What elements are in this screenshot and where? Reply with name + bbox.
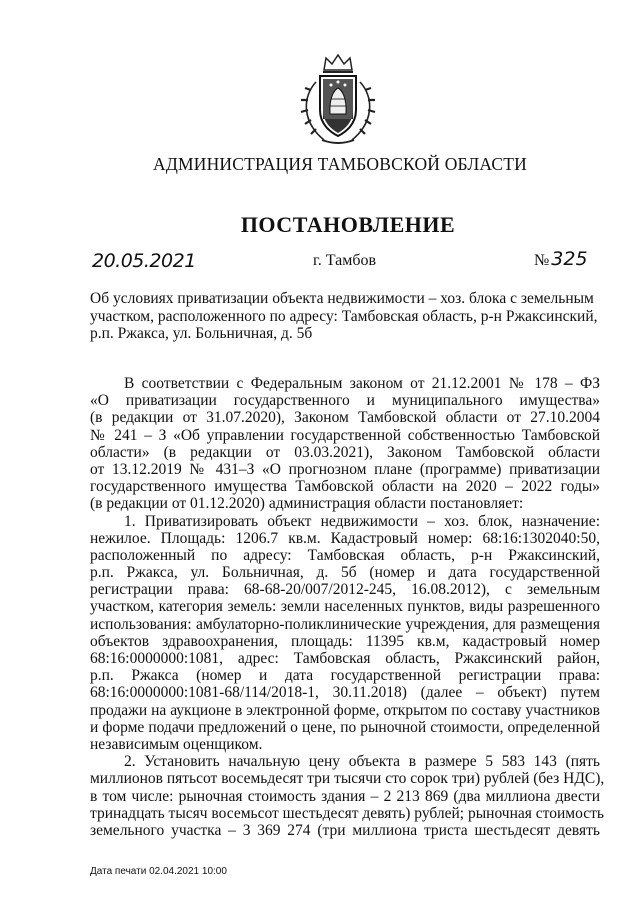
body-line: расположенный по адресу: Тамбовская область, р-н Ржаксинский, bbox=[90, 546, 600, 564]
document-city: г. Тамбов bbox=[313, 252, 377, 269]
document-body bbox=[90, 375, 605, 839]
body-line: и форме подачи предложений о цене, по рыночной стоимости, определенной bbox=[90, 718, 600, 736]
number-label: № bbox=[534, 252, 550, 269]
body-line: (в редакции от 31.07.2020), Законом Тамбовской области от 27.10.2004 bbox=[90, 409, 600, 427]
body-line: тринадцать тысяч восемьсот шестьдесят девять) рублей; рыночная стоимость bbox=[90, 804, 604, 822]
body-line: 2. Установить начальную цену объекта в размере 5 583 143 (пять bbox=[124, 753, 600, 771]
document-number bbox=[534, 248, 588, 270]
body-line: использования: амбулаторно-поликлинические учреждения, для размещения bbox=[90, 615, 600, 633]
body-line: объектов здравоохранения, площадь: 11395 кв.м, кадастровый номер bbox=[90, 632, 600, 650]
body-line: «О приватизации государственного и муниципального имущества» bbox=[90, 392, 600, 410]
body-line: земельного участка – 3 369 274 (три миллиона триста шестьдесят девять bbox=[90, 821, 600, 839]
body-line: 68:16:0000000:1081, адрес: Тамбовская область, Ржаксинский район, bbox=[90, 650, 600, 667]
body-line: 1. Приватизировать объект недвижимости – хоз. блок, назначение: bbox=[124, 512, 600, 530]
subject-line: Об условиях приватизации объекта недвижимости – хоз. блока с земельным bbox=[90, 290, 594, 307]
body-line: р.п. Ржакса (номер и дата государственной регистрации права: bbox=[90, 667, 600, 685]
document-type-title: ПОСТАНОВЛЕНИЕ bbox=[240, 212, 456, 237]
body-line: р.п. Ржакса, ул. Больничная, д. 5б (номер и дата государственной bbox=[90, 564, 600, 582]
body-line: участком, категория земель: земли населенных пунктов, виды разрешенного bbox=[90, 598, 600, 616]
tambov-coat-of-arms-icon bbox=[294, 52, 382, 148]
body-line: продажи на аукционе в электронной форме, открытом по составу участников bbox=[90, 701, 600, 719]
document-subject bbox=[90, 290, 610, 343]
body-line: области» (в редакции от 03.03.2021), Законом Тамбовской области bbox=[90, 443, 600, 461]
body-line: регистрации права: 68-68-20/007/2012-245, 16.08.2012), с земельным bbox=[90, 581, 600, 599]
print-date-footer: Дата печати 02.04.2021 10:00 bbox=[90, 866, 227, 877]
body-line: миллионов пятьсот восемьдесят три тысячи сто сорок три) рублей (без НДС), bbox=[90, 770, 605, 788]
organization-name: АДМИНИСТРАЦИЯ ТАМБОВСКОЙ ОБЛАСТИ bbox=[153, 154, 527, 174]
body-line: (в редакции от 01.12.2020) администрация области постановляет: bbox=[90, 495, 524, 513]
body-line: нежилое. Площадь: 1206.7 кв.м. Кадастровый номер: 68:16:1302040:50, bbox=[90, 529, 600, 547]
body-line: № 241 – З «Об управлении государственной собственностью Тамбовской bbox=[90, 426, 600, 444]
document-date-handwritten: 20.05.2021 bbox=[92, 250, 196, 272]
body-line: 68:16:0000000:1081-68/114/2018-1, 30.11.2018) (далее – объект) путем bbox=[90, 684, 600, 702]
body-line: В соответствии с Федеральным законом от 21.12.2001 № 178 – ФЗ bbox=[124, 375, 600, 392]
body-line: от 13.12.2019 № 431–З «О прогнозном плане (программе) приватизации bbox=[90, 460, 600, 478]
body-line: в том числе: рыночная стоимость здания – 2 213 869 (два миллиона двести bbox=[90, 787, 600, 805]
body-line: государственного имущества Тамбовской области на 2020 – 2022 годы» bbox=[90, 478, 600, 496]
body-line: независимым оценщиком. bbox=[90, 735, 263, 753]
document-number-handwritten: 325 bbox=[551, 248, 588, 270]
subject-line: участком, расположенного по адресу: Тамбовская область, р-н Ржаксинский, bbox=[90, 307, 598, 325]
subject-line: р.п. Ржакса, ул. Больничная, д. 5б bbox=[90, 325, 313, 342]
